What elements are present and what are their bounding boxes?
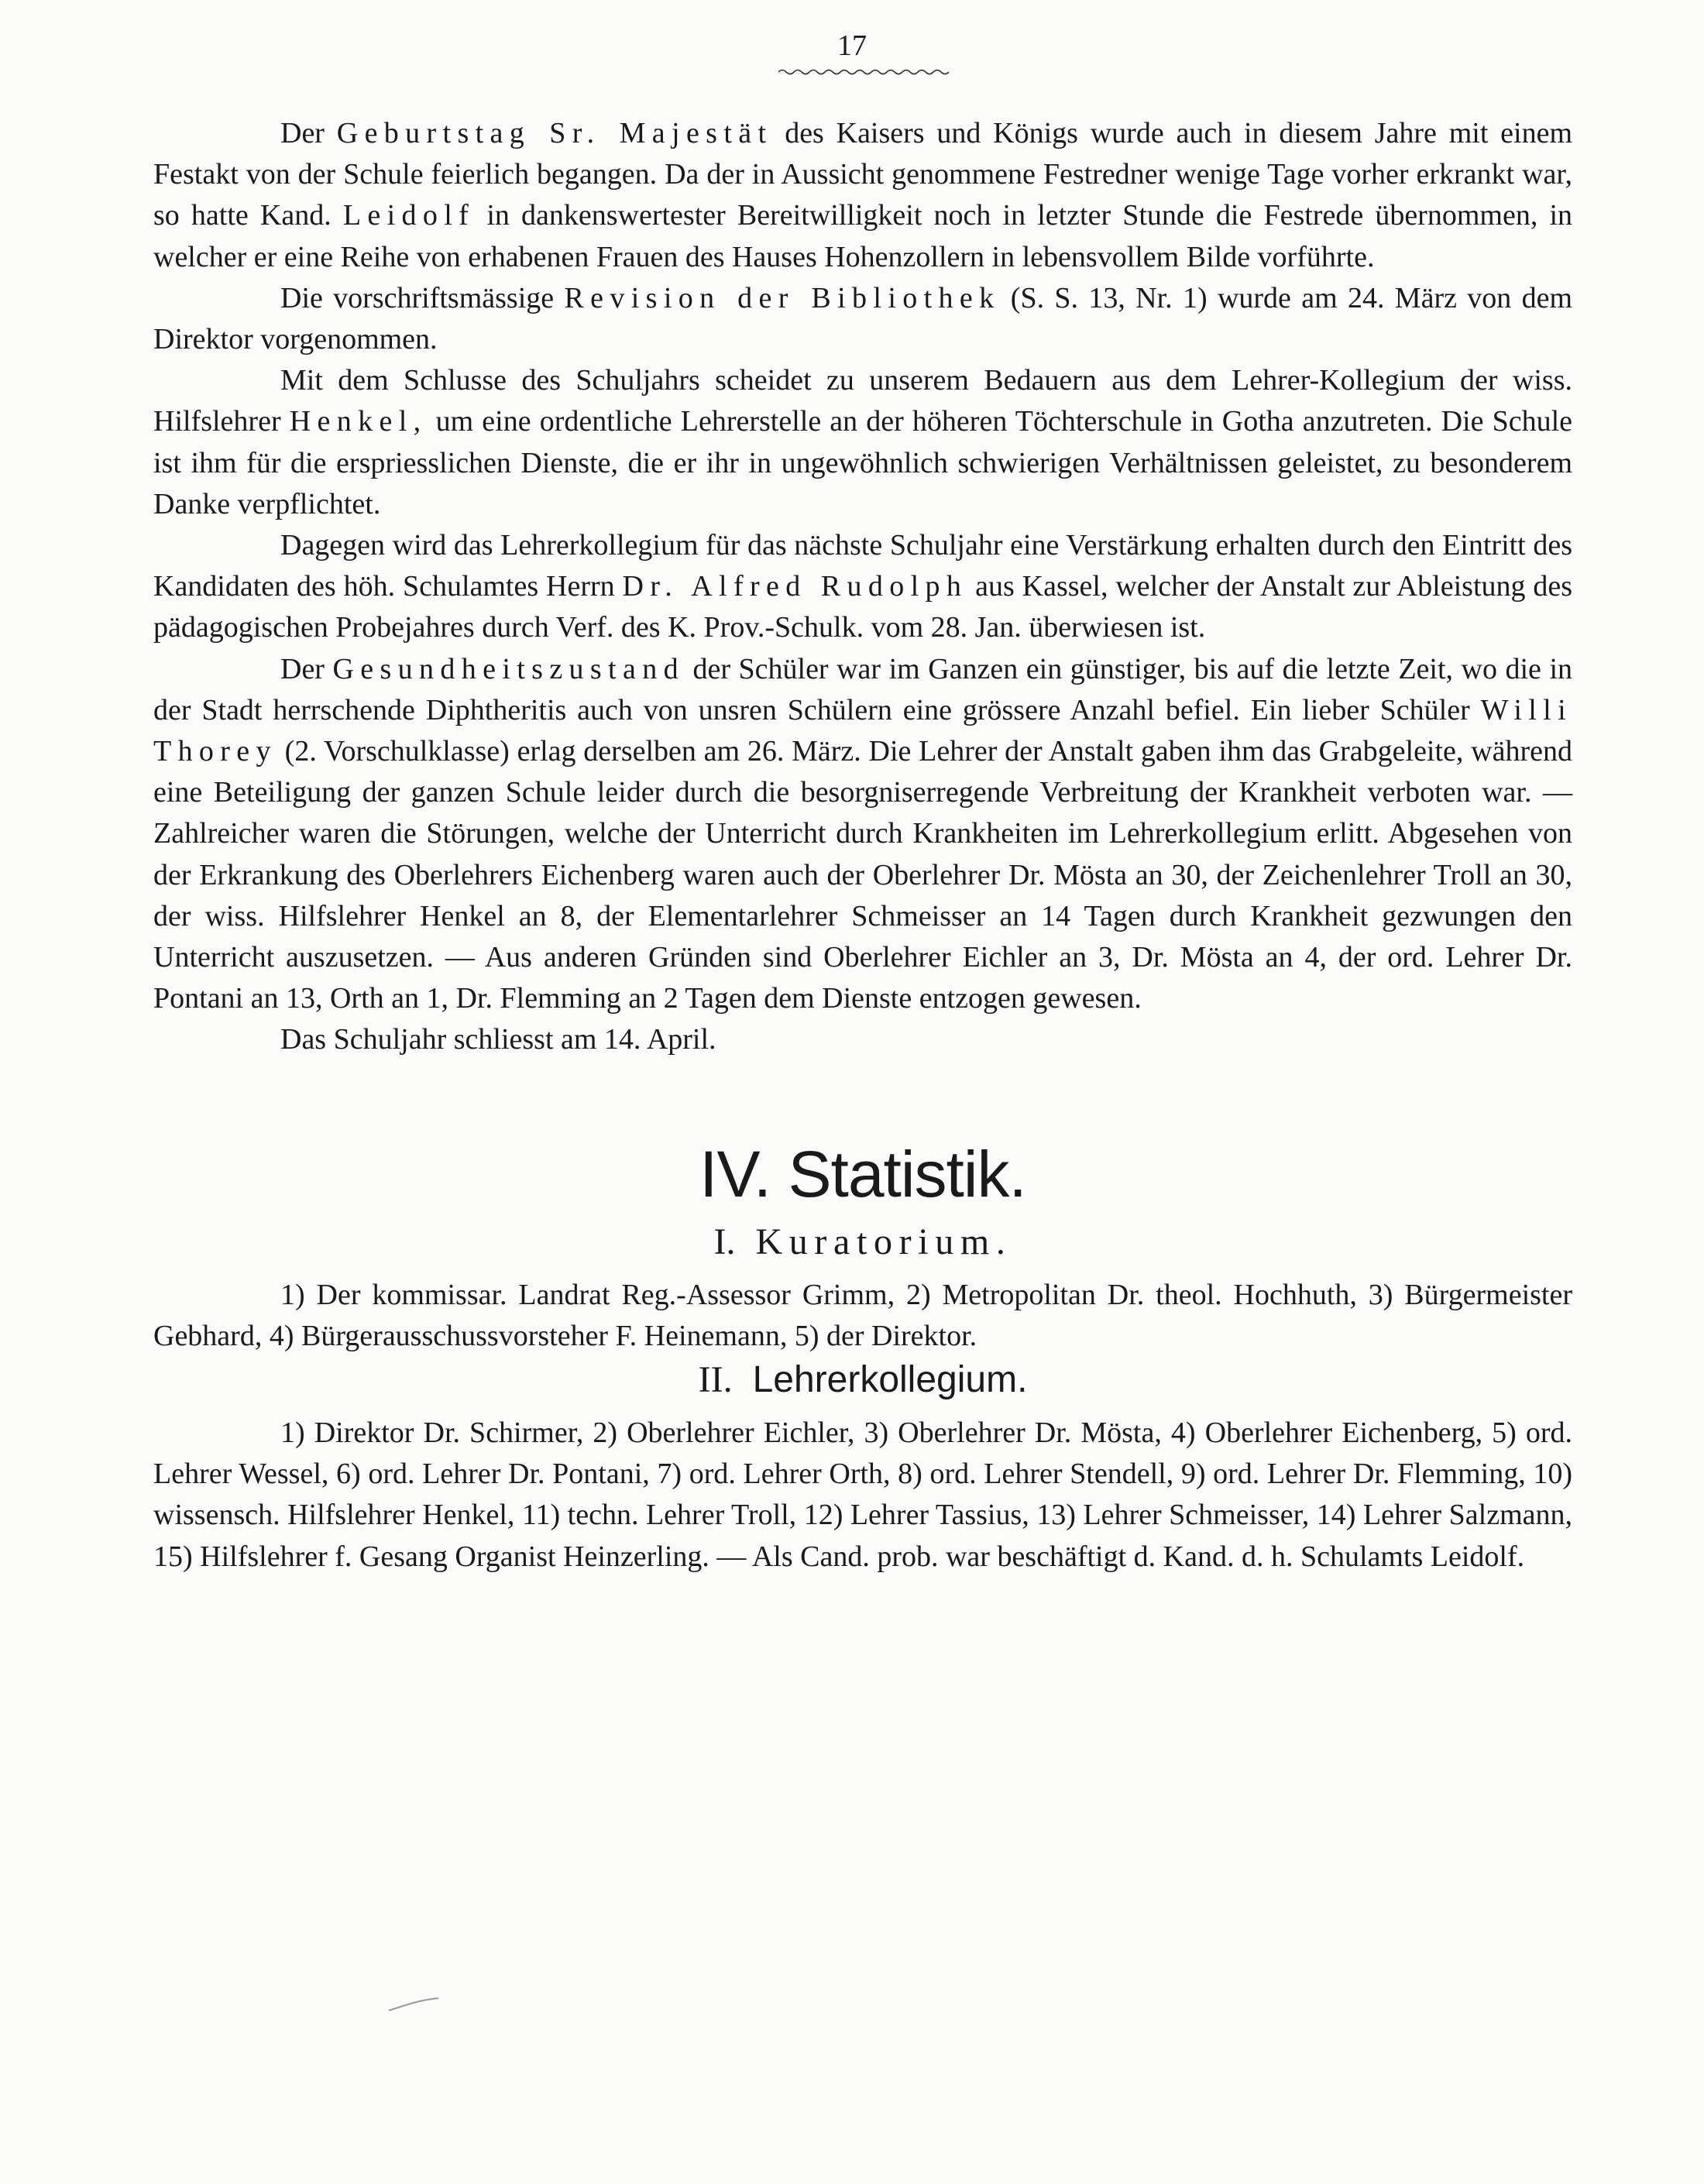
spaced-term: Gesundheitszustand xyxy=(332,652,685,685)
spaced-term: Geburtstag Sr. Majestät xyxy=(336,117,773,149)
paragraph-text: (2. Vorschulklasse) erlag derselben am 26. März. Die Lehrer der Anstalt gaben ihm das Grabgeleite, während eine Beteiligung der ganzen Schule leider durch die besorgniserregende Verbreitung der Krankheit verboten war. — Zahlreicher waren die Störungen, welche der Unterricht durch Krankheiten im Lehrerkollegium erlitt. Abgesehen von der Erkrankung des Oberlehrers Eichenberg waren auch der Oberlehrer Dr. Mösta an 30, der Zeichenlehrer Troll an 30, der wiss. Hilfslehrer Henkel an 8, der Elementarlehrer Schmeisser an 14 Tagen durch Krankheit gezwungen den Unterricht auszusetzen. — Aus anderen Gründen sind Oberlehrer Eichler an 3, Dr. Mösta an 4, der ord. Lehrer Dr. Pontani an 13, Orth an 1, Dr. Flemming an 2 Tagen dem Dienste entzogen gewesen. xyxy=(153,735,1573,1015)
spaced-name: Henkel, xyxy=(289,405,428,438)
page-number: 17 xyxy=(837,29,867,62)
subheading-number: I. xyxy=(713,1221,736,1262)
subheading-title: Lehrerkollegium. xyxy=(752,1359,1028,1401)
spaced-name: Leidolf xyxy=(342,199,476,232)
paragraph-text: um eine ordentliche Lehrerstelle an der höheren Töchterschule in Gotha anzutreten. Die Schule ist ihm für die erspriesslichen Dienste, die er ihr in ungewöhnlich schwierigen Verhältnissen geleistet, zu besonderem Danke verpflichtet. xyxy=(153,405,1573,520)
paragraph-henkel-abschied xyxy=(153,360,1572,525)
paragraph-text: Die vorschriftsmässige xyxy=(280,281,555,314)
paragraph-text: Der xyxy=(280,117,325,149)
subheading-kuratorium xyxy=(153,1221,1572,1262)
paragraph-text: (S. S. 13, Nr. 1) wurde am 24. März von dem Direktor vorgenommen. xyxy=(153,281,1573,356)
spaced-name: Dr. Alfred Rudolph xyxy=(622,570,968,603)
subheading-number: II. xyxy=(698,1359,733,1401)
paragraph-text: Mit dem Schlusse des Schuljahrs scheidet zu unserem Bedauern aus dem Lehrer-Kollegium der wiss. Hilfslehrer xyxy=(153,364,1572,438)
paragraph-text: Dagegen wird das Lehrerkollegium für das nächste Schuljahr eine Verstärkung erhalten durch den Eintritt des Kandidaten des höh. Schulamtes Herrn xyxy=(153,529,1572,603)
paragraph-text: der Schüler war im Ganzen ein günstiger, bis auf die letzte Zeit, wo die in der Stadt herrschende Diphtheritis auch von unsren Schülern eine grössere Anzahl befiel. Ein lieber Schüler xyxy=(153,652,1573,726)
paragraph-text: des Kaisers und Königs wurde auch in diesem Jahre mit einem Festakt von der Schule feierlich begangen. Da der in Aussicht genommene Festredner wenige Tage vorher erkrankt war, so hatte Kand. xyxy=(153,117,1573,232)
subheading-title: Kuratorium. xyxy=(755,1221,1012,1262)
paragraph-kaisergeburtstag xyxy=(153,113,1572,278)
page-number-ornament xyxy=(778,68,949,76)
paragraph-schuljahrsende xyxy=(153,1019,1572,1060)
paragraph-text: in dankenswertester Bereitwilligkeit noch in letzter Stunde die Festrede übernommen, in welcher er eine Reihe von erhabenen Frauen des Hauses Hohenzollern in lebensvollem Bilde vorführte. xyxy=(153,199,1573,273)
lehrerkollegium-members: 1) Direktor Dr. Schirmer, 2) Oberlehrer Eichler, 3) Oberlehrer Dr. Mösta, 4) Oberlehrer Eichenberg, 5) ord. Lehrer Wessel, 6) ord. Lehrer Dr. Pontani, 7) ord. Lehrer Orth, 8) ord. Lehrer Stendell, 9) ord. Lehrer Dr. Flemming, 10) wissensch. Hilfslehrer Henkel, 11) techn. Lehrer Troll, 12) Lehrer Tassius, 13) Lehrer Schmeisser, 14) Lehrer Salzmann, 15) Hilfslehrer f. Gesang Organist Heinzerling. — Als Cand. prob. war beschäftigt d. Kand. d. h. Schulamts Leidolf. xyxy=(153,1417,1572,1573)
spaced-term: Revision der Bibliothek xyxy=(564,281,1001,314)
paragraph-text: aus Kassel, welcher der Anstalt zur Ableistung des pädagogischen Probejahres durch Verf. des K. Prov.-Schulk. vom 28. Jan. überwiesen ist. xyxy=(153,570,1573,644)
paragraph-gesundheitszustand xyxy=(153,649,1572,1020)
paragraph-verstaerkung xyxy=(153,525,1572,649)
paragraph-bibliothek xyxy=(153,278,1572,360)
paragraph-text: Das Schuljahr schliesst am 14. April. xyxy=(280,1023,716,1056)
subheading-lehrerkollegium xyxy=(153,1359,1572,1401)
scan-smudge-mark xyxy=(387,1995,441,2014)
paragraph-text: Der xyxy=(280,652,325,685)
section-heading-statistik: IV. Statistik. xyxy=(699,1137,1026,1210)
spaced-name: Willi Thorey xyxy=(153,693,1573,768)
kuratorium-members: 1) Der kommissar. Landrat Reg.-Assessor Grimm, 2) Metropolitan Dr. theol. Hochhuth, 3) Bürgermeister Gebhard, 4) Bürgerausschussvorsteher F. Heinemann, 5) der Direktor. xyxy=(153,1278,1572,1352)
body-text xyxy=(153,113,1572,1578)
